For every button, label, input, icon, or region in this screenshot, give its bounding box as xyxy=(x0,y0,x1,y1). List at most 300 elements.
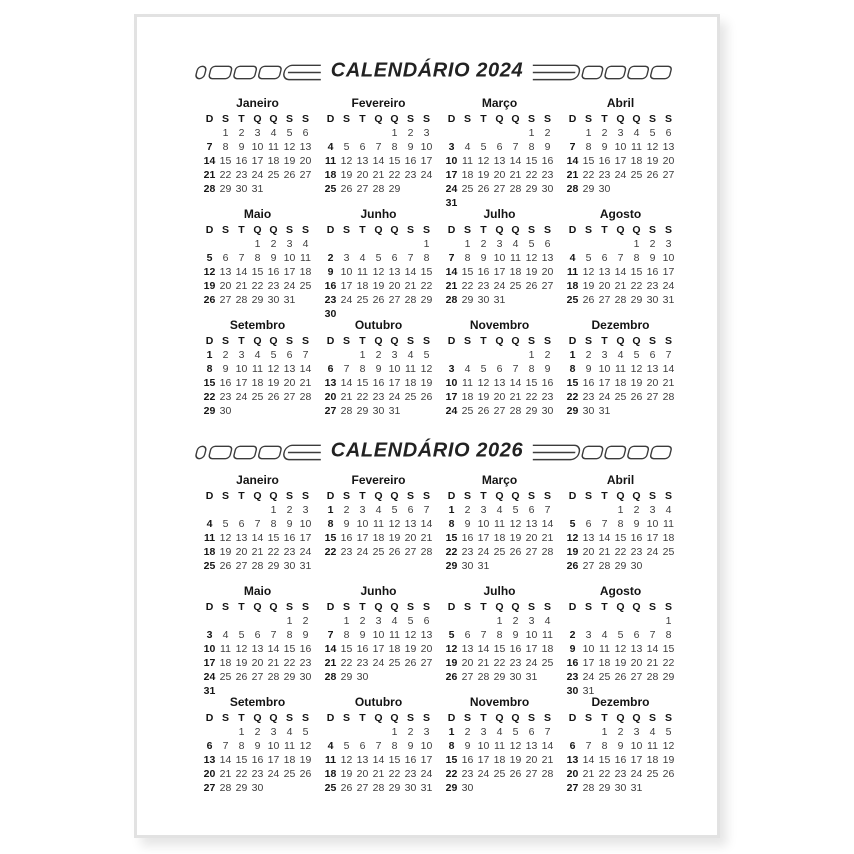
day-cell: 29 xyxy=(235,782,248,794)
day-cell: 7 xyxy=(569,141,576,153)
day-cell: 3 xyxy=(480,504,487,516)
day-cell: 9 xyxy=(407,141,414,153)
day-cell: 27 xyxy=(356,183,369,195)
weekday-header: Q xyxy=(616,490,625,502)
day-cell: 19 xyxy=(445,657,458,669)
day-cell: 29 xyxy=(445,560,458,572)
day-cell: 29 xyxy=(566,405,579,417)
day-cell: 11 xyxy=(631,141,642,153)
day-cell: 20 xyxy=(388,280,401,292)
day-cell: 4 xyxy=(464,363,471,375)
month-calendar-2026-10 xyxy=(322,696,435,807)
day-cell: 23 xyxy=(461,546,474,558)
day-cell: 13 xyxy=(356,754,369,766)
weekday-header: D xyxy=(205,490,214,502)
empty-day-cell xyxy=(202,725,218,739)
day-cell: 5 xyxy=(649,127,656,139)
day-cell: 25 xyxy=(324,782,337,794)
day-cell: 27 xyxy=(541,280,554,292)
weekday-header: S xyxy=(285,712,293,724)
day-cell: 24 xyxy=(662,280,675,292)
day-cell: 15 xyxy=(598,754,611,766)
empty-day-cell xyxy=(323,126,339,140)
weekday-header: S xyxy=(221,113,229,125)
day-cell: 25 xyxy=(662,546,675,558)
weekday-header: T xyxy=(480,335,487,347)
day-cell: 13 xyxy=(203,754,216,766)
day-cell: 20 xyxy=(541,266,554,278)
day-cell: 27 xyxy=(219,294,232,306)
day-cell: 7 xyxy=(601,518,608,530)
day-cell: 30 xyxy=(646,294,659,306)
weekday-header: T xyxy=(601,490,608,502)
day-cell: 14 xyxy=(566,155,579,167)
day-cell: 15 xyxy=(493,643,506,655)
day-cell: 30 xyxy=(235,183,248,195)
empty-day-cell xyxy=(298,182,314,196)
day-cell: 23 xyxy=(324,294,337,306)
day-cell: 18 xyxy=(662,532,675,544)
month-table xyxy=(565,112,677,196)
day-cell: 3 xyxy=(448,363,455,375)
empty-day-cell xyxy=(645,559,661,573)
day-cell: 5 xyxy=(665,726,672,738)
day-cell: 12 xyxy=(219,532,232,544)
day-cell: 16 xyxy=(461,532,474,544)
weekday-header: Q xyxy=(253,113,262,125)
weekday-header: T xyxy=(238,490,245,502)
day-cell: 17 xyxy=(493,266,506,278)
day-cell: 26 xyxy=(372,294,385,306)
deco-oval-left xyxy=(195,66,207,78)
day-cell: 9 xyxy=(569,643,576,655)
day-cell: 2 xyxy=(617,726,624,738)
day-cell: 19 xyxy=(340,768,353,780)
day-cell: 29 xyxy=(614,560,627,572)
day-cell: 14 xyxy=(582,754,595,766)
day-cell: 11 xyxy=(389,629,400,641)
day-cell: 21 xyxy=(662,377,675,389)
day-cell: 25 xyxy=(251,391,264,403)
day-cell: 24 xyxy=(525,657,538,669)
day-cell: 29 xyxy=(525,405,538,417)
weekday-header: S xyxy=(584,113,592,125)
day-cell: 28 xyxy=(541,768,554,780)
day-cell: 14 xyxy=(662,363,675,375)
day-cell: 19 xyxy=(283,155,296,167)
day-cell: 28 xyxy=(404,294,417,306)
day-cell: 19 xyxy=(299,754,312,766)
weekday-header: Q xyxy=(632,712,641,724)
day-cell: 7 xyxy=(649,629,656,641)
empty-day-cell xyxy=(661,559,677,573)
day-cell: 5 xyxy=(528,238,535,250)
day-cell: 23 xyxy=(251,768,264,780)
day-cell: 8 xyxy=(665,629,672,641)
weekday-header: S xyxy=(422,712,430,724)
day-cell: 16 xyxy=(324,280,337,292)
day-cell: 25 xyxy=(461,183,474,195)
empty-day-cell xyxy=(403,182,419,196)
day-cell: 1 xyxy=(359,349,366,361)
day-cell: 13 xyxy=(235,532,248,544)
weekday-header: D xyxy=(205,113,214,125)
day-cell: 25 xyxy=(614,391,627,403)
month-title: Abril xyxy=(606,96,635,110)
day-cell: 9 xyxy=(222,363,229,375)
month-table xyxy=(444,711,556,795)
day-cell: 29 xyxy=(267,560,280,572)
weekday-header: Q xyxy=(632,224,641,236)
weekday-header: S xyxy=(342,490,350,502)
day-cell: 4 xyxy=(359,252,366,264)
weekday-header: D xyxy=(568,712,577,724)
day-cell: 21 xyxy=(646,657,659,669)
day-cell: 9 xyxy=(286,518,293,530)
month-title: Janeiro xyxy=(236,473,279,487)
month-title: Dezembro xyxy=(591,695,650,709)
day-cell: 14 xyxy=(420,518,433,530)
weekday-header: Q xyxy=(495,335,504,347)
day-cell: 27 xyxy=(251,671,264,683)
month-table xyxy=(323,489,435,559)
day-cell: 19 xyxy=(340,169,353,181)
weekday-header: S xyxy=(463,335,471,347)
day-cell: 15 xyxy=(525,377,538,389)
day-cell: 1 xyxy=(496,615,503,627)
day-cell: 17 xyxy=(267,754,280,766)
weekday-header: D xyxy=(568,224,577,236)
day-cell: 25 xyxy=(203,560,216,572)
day-cell: 31 xyxy=(388,405,401,417)
day-cell: 14 xyxy=(477,643,490,655)
day-cell: 4 xyxy=(407,349,414,361)
weekday-header: S xyxy=(584,601,592,613)
day-cell: 15 xyxy=(340,643,353,655)
day-cell: 22 xyxy=(267,546,280,558)
day-cell: 11 xyxy=(599,643,610,655)
day-cell: 18 xyxy=(388,643,401,655)
deco-rect xyxy=(233,446,257,458)
day-cell: 2 xyxy=(270,238,277,250)
day-cell: 10 xyxy=(646,518,659,530)
day-cell: 16 xyxy=(235,155,248,167)
day-cell: 24 xyxy=(582,671,595,683)
day-cell: 20 xyxy=(324,391,337,403)
day-cell: 27 xyxy=(525,546,538,558)
day-cell: 27 xyxy=(582,560,595,572)
day-cell: 8 xyxy=(448,518,455,530)
day-cell: 30 xyxy=(541,405,554,417)
weekday-header: D xyxy=(205,712,214,724)
day-cell: 27 xyxy=(461,671,474,683)
day-cell: 8 xyxy=(391,740,398,752)
day-cell: 30 xyxy=(598,183,611,195)
month-table xyxy=(444,600,556,684)
day-cell: 22 xyxy=(598,768,611,780)
day-cell: 1 xyxy=(528,127,535,139)
day-cell: 28 xyxy=(340,405,353,417)
day-cell: 23 xyxy=(630,546,643,558)
day-cell: 12 xyxy=(477,155,490,167)
day-cell: 1 xyxy=(391,726,398,738)
year-title-2024: CALENDÁRIO 2024 xyxy=(321,60,533,83)
deco-rect xyxy=(650,66,672,78)
day-cell: 18 xyxy=(324,169,337,181)
weekday-header: S xyxy=(527,224,535,236)
day-cell: 22 xyxy=(420,280,433,292)
deco-oval-left xyxy=(195,446,207,458)
day-cell: 15 xyxy=(235,754,248,766)
day-cell: 16 xyxy=(509,643,522,655)
day-cell: 1 xyxy=(633,238,640,250)
day-cell: 7 xyxy=(512,363,519,375)
day-cell: 23 xyxy=(566,671,579,683)
months-grid-2026 xyxy=(201,474,685,807)
day-cell: 14 xyxy=(445,266,458,278)
deco-rect xyxy=(581,446,603,458)
empty-day-cell xyxy=(403,670,419,684)
day-cell: 26 xyxy=(646,169,659,181)
weekday-header: S xyxy=(342,712,350,724)
weekday-header: S xyxy=(543,712,551,724)
month-table xyxy=(444,112,556,210)
day-cell: 19 xyxy=(235,657,248,669)
empty-day-cell xyxy=(629,182,645,196)
month-table xyxy=(565,223,677,307)
day-cell: 1 xyxy=(270,504,277,516)
day-cell: 8 xyxy=(343,629,350,641)
day-cell: 2 xyxy=(633,504,640,516)
day-cell: 21 xyxy=(598,546,611,558)
weekday-header: T xyxy=(359,224,366,236)
day-cell: 7 xyxy=(585,740,592,752)
weekday-header: S xyxy=(584,224,592,236)
day-cell: 26 xyxy=(299,768,312,780)
day-cell: 2 xyxy=(407,726,414,738)
day-cell: 8 xyxy=(359,363,366,375)
day-cell: 3 xyxy=(270,726,277,738)
weekday-header: T xyxy=(480,224,487,236)
day-cell: 7 xyxy=(407,252,414,264)
empty-day-cell xyxy=(645,614,661,628)
day-cell: 9 xyxy=(601,141,608,153)
day-cell: 29 xyxy=(630,294,643,306)
day-cell: 27 xyxy=(630,671,643,683)
weekday-header: D xyxy=(447,601,456,613)
day-cell: 26 xyxy=(235,671,248,683)
month-title: Dezembro xyxy=(591,318,650,332)
day-cell: 27 xyxy=(493,405,506,417)
weekday-header: T xyxy=(238,712,245,724)
empty-day-cell xyxy=(234,237,250,251)
day-cell: 19 xyxy=(388,532,401,544)
weekday-header: T xyxy=(359,113,366,125)
day-cell: 2 xyxy=(222,349,229,361)
empty-day-cell xyxy=(282,781,298,795)
month-table xyxy=(202,334,314,418)
day-cell: 28 xyxy=(614,294,627,306)
day-cell: 10 xyxy=(445,155,458,167)
day-cell: 19 xyxy=(566,546,579,558)
day-cell: 14 xyxy=(372,754,385,766)
day-cell: 9 xyxy=(254,740,261,752)
day-cell: 8 xyxy=(391,141,398,153)
empty-day-cell xyxy=(266,404,282,418)
day-cell: 24 xyxy=(614,169,627,181)
day-cell: 31 xyxy=(299,560,312,572)
day-cell: 8 xyxy=(464,252,471,264)
day-cell: 26 xyxy=(340,782,353,794)
day-cell: 12 xyxy=(340,155,353,167)
day-cell: 17 xyxy=(388,377,401,389)
weekday-header: Q xyxy=(390,712,399,724)
day-cell: 19 xyxy=(509,532,522,544)
day-cell: 18 xyxy=(541,643,554,655)
day-cell: 6 xyxy=(391,252,398,264)
day-cell: 12 xyxy=(582,266,595,278)
empty-day-cell xyxy=(476,126,492,140)
day-cell: 1 xyxy=(617,504,624,516)
day-cell: 22 xyxy=(283,657,296,669)
weekday-header: Q xyxy=(374,712,383,724)
day-cell: 14 xyxy=(509,155,522,167)
empty-day-cell xyxy=(387,237,403,251)
day-cell: 1 xyxy=(206,349,213,361)
day-cell: 8 xyxy=(585,141,592,153)
day-cell: 19 xyxy=(630,377,643,389)
weekday-header: S xyxy=(221,712,229,724)
day-cell: 4 xyxy=(512,238,519,250)
day-cell: 24 xyxy=(477,768,490,780)
weekday-header: Q xyxy=(495,490,504,502)
day-cell: 28 xyxy=(372,183,385,195)
day-cell: 31 xyxy=(283,294,296,306)
month-calendar-2026-6 xyxy=(322,585,435,696)
weekday-header: S xyxy=(342,335,350,347)
day-cell: 13 xyxy=(582,532,595,544)
day-cell: 31 xyxy=(582,685,595,697)
weekday-header: D xyxy=(205,224,214,236)
day-cell: 28 xyxy=(251,560,264,572)
weekday-header: D xyxy=(326,601,335,613)
weekday-header: Q xyxy=(616,601,625,613)
day-cell: 5 xyxy=(585,252,592,264)
day-cell: 25 xyxy=(324,183,337,195)
day-cell: 3 xyxy=(423,726,430,738)
day-cell: 25 xyxy=(493,546,506,558)
empty-day-cell xyxy=(323,237,339,251)
day-cell: 15 xyxy=(388,155,401,167)
empty-day-cell xyxy=(218,503,234,517)
day-cell: 25 xyxy=(267,169,280,181)
day-cell: 23 xyxy=(461,768,474,780)
day-cell: 5 xyxy=(286,127,293,139)
empty-day-cell xyxy=(581,503,597,517)
day-cell: 14 xyxy=(404,266,417,278)
day-cell: 19 xyxy=(203,280,216,292)
day-cell: 18 xyxy=(404,377,417,389)
day-cell: 8 xyxy=(327,518,334,530)
day-cell: 18 xyxy=(461,169,474,181)
day-cell: 17 xyxy=(477,532,490,544)
day-cell: 29 xyxy=(356,405,369,417)
weekday-header: D xyxy=(205,601,214,613)
weekday-header: Q xyxy=(616,224,625,236)
day-cell: 17 xyxy=(646,532,659,544)
day-cell: 10 xyxy=(372,629,385,641)
weekday-header: Q xyxy=(390,113,399,125)
day-cell: 1 xyxy=(254,238,261,250)
weekday-header: D xyxy=(447,490,456,502)
day-cell: 25 xyxy=(598,671,611,683)
day-cell: 10 xyxy=(630,740,643,752)
day-cell: 7 xyxy=(665,349,672,361)
day-cell: 21 xyxy=(582,768,595,780)
day-cell: 19 xyxy=(509,754,522,766)
day-cell: 11 xyxy=(357,266,368,278)
weekday-header: Q xyxy=(511,712,520,724)
day-cell: 20 xyxy=(525,532,538,544)
day-cell: 20 xyxy=(598,280,611,292)
month-table xyxy=(323,711,435,795)
day-cell: 5 xyxy=(633,349,640,361)
day-cell: 23 xyxy=(235,169,248,181)
weekday-header: T xyxy=(601,113,608,125)
day-cell: 13 xyxy=(493,377,506,389)
day-cell: 18 xyxy=(219,657,232,669)
day-cell: 26 xyxy=(525,280,538,292)
day-cell: 28 xyxy=(477,671,490,683)
day-cell: 24 xyxy=(646,546,659,558)
weekday-header: Q xyxy=(374,224,383,236)
day-cell: 8 xyxy=(254,252,261,264)
day-cell: 27 xyxy=(356,782,369,794)
day-cell: 15 xyxy=(525,155,538,167)
day-cell: 24 xyxy=(251,169,264,181)
day-cell: 2 xyxy=(512,615,519,627)
empty-day-cell xyxy=(444,237,460,251)
day-cell: 22 xyxy=(445,546,458,558)
day-cell: 25 xyxy=(493,768,506,780)
weekday-header: S xyxy=(342,224,350,236)
day-cell: 15 xyxy=(219,155,232,167)
day-cell: 9 xyxy=(464,740,471,752)
empty-day-cell xyxy=(298,781,314,795)
month-title: Março xyxy=(481,473,518,487)
empty-day-cell xyxy=(476,614,492,628)
empty-day-cell xyxy=(444,126,460,140)
day-cell: 7 xyxy=(544,504,551,516)
deco-rect xyxy=(258,446,282,458)
day-cell: 30 xyxy=(299,671,312,683)
day-cell: 24 xyxy=(445,405,458,417)
day-cell: 30 xyxy=(477,294,490,306)
day-cell: 4 xyxy=(496,726,503,738)
deco-rect xyxy=(233,66,257,78)
day-cell: 6 xyxy=(649,349,656,361)
month-calendar-2026-8 xyxy=(564,585,677,696)
empty-day-cell xyxy=(460,614,476,628)
month-title: Março xyxy=(481,96,518,110)
day-cell: 17 xyxy=(235,377,248,389)
day-cell: 18 xyxy=(203,546,216,558)
day-cell: 12 xyxy=(340,754,353,766)
day-cell: 16 xyxy=(404,155,417,167)
empty-day-cell xyxy=(339,348,355,362)
day-cell: 10 xyxy=(582,643,595,655)
day-cell: 21 xyxy=(541,754,554,766)
